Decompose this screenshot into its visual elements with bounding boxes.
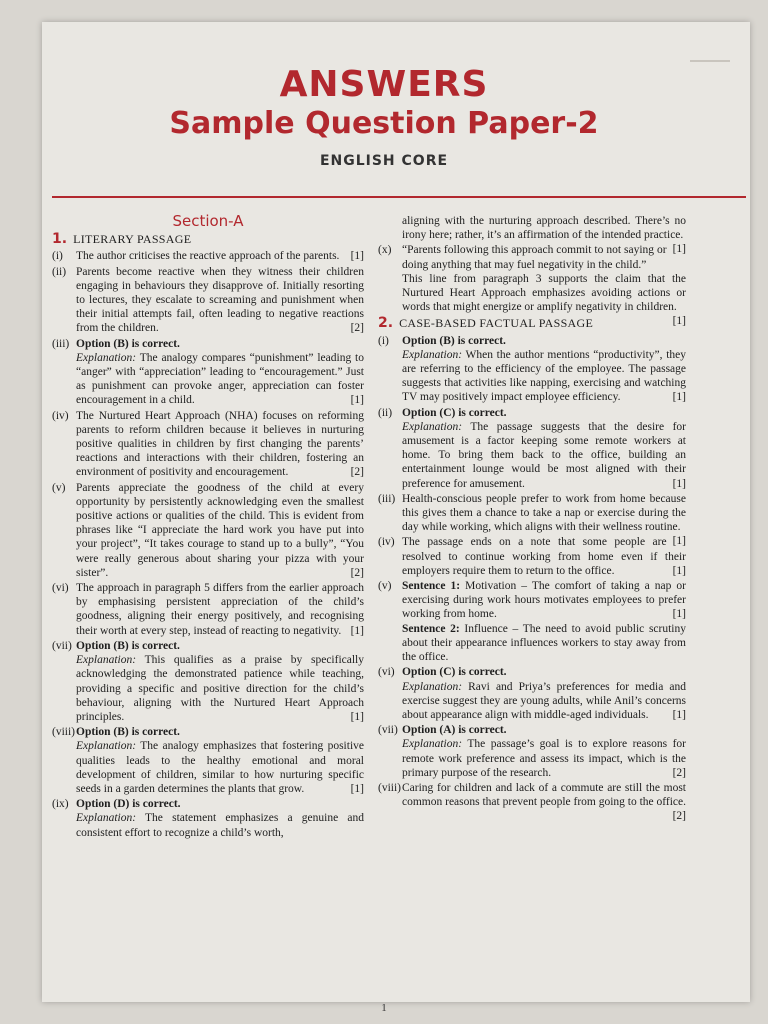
answer-item-2-v <box>378 579 686 664</box>
option-answer: Option (A) is correct. <box>402 724 507 737</box>
question-number: 2. <box>378 315 394 332</box>
marks: [2] <box>350 322 364 335</box>
marks: [2] <box>672 810 686 823</box>
answer-text: The approach in paragraph 5 differs from the earlier approach by emphasising persistent appreciation of the child’s goodness, aligning their energy positively, and recognising their worth at every step, instead of reacting to negativity. <box>76 582 364 637</box>
marks: [1] <box>350 710 364 723</box>
answer-item-2-ii <box>378 406 686 491</box>
marks: [1] <box>672 243 686 256</box>
explanation-text: The statement emphasizes a genuine and consistent effort to recognize a child’s worth, <box>76 812 364 839</box>
explanation-text: The passage’s goal is to explore reasons for remote work preference and assess its impact, which is the primary purpose of the research. <box>402 738 687 779</box>
option-answer: Option (C) is correct. <box>402 406 507 419</box>
answer-item-2-i <box>378 334 686 405</box>
answer-item-1-v <box>52 481 364 580</box>
answer-item-1-viii <box>52 725 364 796</box>
explanation-text: The passage suggests that the desire for amusement is a factor keeping some remote workers at home. To bring them back to the office, building an entertainment lounge would be most aligned with their preference for amusement. <box>402 420 687 490</box>
question-number: 1. <box>52 231 68 248</box>
section-title: Section-A <box>172 212 244 230</box>
answer-text: Parents appreciate the goodness of the child at every opportunity by persistently acknowledging even the smallest positive actions or qualities of the child. This is evident from phrases like “I appreciate the hard work you have put into your project”, “It takes courage to stand up to a bully”, “You were really generous about sharing your pizza with your sister”. <box>76 481 364 579</box>
explanation-label: Explanation: <box>402 420 463 433</box>
sentence-text: Influence – The need to avoid public scrutiny about their appearance influences workers to stay away from the office. <box>402 622 687 664</box>
answer-text: This line from paragraph 3 supports the claim that the Nurtured Heart Approach emphasizes avoiding actions or words that might energize or amplify negativity in children. <box>402 272 686 314</box>
item-label: (vii) <box>378 724 398 737</box>
title-divider <box>52 196 746 198</box>
answer-text: Parents become reactive when they witness their children engaging in behaviours they disapprove of. Initially resorting to lectures, they escalate to screaming and punishment when their initial attempts fail, often leading to negative reactions from the children. <box>76 265 364 335</box>
answer-item-1-i <box>52 249 364 263</box>
marks: [1] <box>672 564 686 577</box>
marks: [2] <box>350 466 364 479</box>
answer-item-2-viii <box>378 781 687 823</box>
right-column <box>378 214 686 824</box>
item-label: (v) <box>378 580 392 593</box>
question-heading-text: LITERARY PASSAGE <box>73 232 192 247</box>
answer-item-1-ix <box>52 797 364 840</box>
answer-item-1-iii <box>52 337 364 408</box>
explanation-text: This qualifies as a praise by specifically acknowledging the demonstrated patience while teaching, providing a specific and positive direction for the child’s behaviour, aligning with the Nurtured Heart Approach principles. <box>76 654 364 723</box>
left-column <box>52 214 364 841</box>
explanation-label: Explanation: <box>76 740 137 753</box>
marks: [1] <box>672 315 686 328</box>
answer-text: Caring for children and lack of a commute are still the most common reasons that prevent people from going to the office. <box>402 781 687 809</box>
answer-text: The passage ends on a note that some people are resolved to continue working from home even if their employers require them to return to the office. <box>402 536 686 577</box>
item-label: (i) <box>378 334 389 347</box>
answer-item-1-ix-continued <box>402 214 686 256</box>
question-heading-text: CASE-BASED FACTUAL PASSAGE <box>399 316 594 331</box>
explanation-text: The analogy emphasizes that fostering positive qualities leads to the healthy emotional and moral development of children, similar to how nurturing specific seeds in a garden determines the plants that grow. <box>76 740 364 795</box>
marks: [1] <box>672 391 686 404</box>
item-label: (vi) <box>378 666 395 679</box>
marks: [1] <box>672 477 686 490</box>
item-label: (iii) <box>378 492 396 505</box>
option-answer: Option (B) is correct. <box>76 639 180 652</box>
page-title: ANSWERS <box>279 64 489 105</box>
answer-item-2-iii <box>378 492 686 548</box>
marks: [1] <box>350 624 364 637</box>
subject-heading: ENGLISH CORE <box>319 153 449 169</box>
item-label: (viii) <box>378 781 401 794</box>
answer-text: The Nurtured Heart Approach (NHA) focuses on reforming parents to reform children because it believes in nurturing positive qualities in children by first changing the parents’ reactions and interactions with their children, fostering an environment of positivity and encouragement. <box>76 409 364 479</box>
question-1-heading <box>52 232 364 247</box>
item-label: (vi) <box>52 582 69 595</box>
answer-text: The author criticises the reactive approach of the parents. <box>76 250 340 263</box>
item-label: (ii) <box>52 265 67 278</box>
answer-item-1-ii <box>52 265 364 336</box>
explanation-label: Explanation: <box>402 680 463 693</box>
answer-item-1-vi <box>52 581 364 638</box>
item-label: (viii) <box>52 726 75 739</box>
marks: [2] <box>350 566 364 579</box>
item-label: (ii) <box>378 406 393 419</box>
page-subtitle: Sample Question Paper-2 <box>169 106 599 141</box>
answer-text: Health-conscious people prefer to work from home because this gives them a chance to take a nap or exercise during the day while working, which aligns with their wellness routine. <box>402 492 686 534</box>
item-label: (vii) <box>52 639 72 652</box>
item-label: (v) <box>52 481 66 494</box>
item-label: (iii) <box>52 337 70 350</box>
page-edge-mark <box>690 60 730 62</box>
marks: [1] <box>350 782 364 795</box>
explanation-label: Explanation: <box>76 351 137 364</box>
explanation-text: aligning with the nurturing approach described. There’s no irony here; rather, it’s an affirmation of the intended practice. <box>402 215 686 242</box>
explanation-label: Explanation: <box>76 654 137 667</box>
item-label: (iv) <box>52 409 69 422</box>
option-answer: Option (D) is correct. <box>76 798 181 811</box>
quoted-line: “Parents following this approach commit to not saying or doing anything that may fuel negativity in the child.” <box>402 244 667 271</box>
marks: [1] <box>672 708 686 721</box>
sentence-label: Sentence 1: <box>402 580 461 593</box>
marks: [2] <box>672 766 686 779</box>
item-label: (iv) <box>378 536 395 549</box>
option-answer: Option (B) is correct. <box>76 337 180 350</box>
item-label: (ix) <box>52 798 69 811</box>
option-answer: Option (B) is correct. <box>402 334 506 347</box>
marks: [1] <box>350 394 364 407</box>
answer-item-2-vii <box>378 723 686 780</box>
marks: [1] <box>350 250 364 263</box>
option-answer: Option (C) is correct. <box>402 666 507 679</box>
option-answer: Option (B) is correct. <box>76 726 180 739</box>
marks: [1] <box>672 608 686 621</box>
explanation-text: The analogy compares “punishment” leading to “anger” with “appreciation” leading to “encouragement.” Just as punishment can provoke anger, appreciation can foster encouragement in a child. <box>76 351 364 407</box>
marks: [1] <box>672 535 686 548</box>
explanation-label: Explanation: <box>76 812 137 825</box>
answer-item-1-iv <box>52 409 364 480</box>
item-label: (x) <box>378 244 392 257</box>
explanation-text: Ravi and Priya’s preferences for media and exercise suggest they are young adults, while Anil’s concerns about appearance align with middle-aged individuals. <box>402 680 687 721</box>
explanation-text: When the author mentions “productivity”, they are referring to the efficiency of the employee. The passage suggests that activities like napping, exercising and watching TV may positively impact employee efficiency. <box>402 348 686 404</box>
question-2-heading <box>378 316 686 331</box>
answer-item-2-vi <box>378 665 686 722</box>
answer-item-1-vii <box>52 639 364 724</box>
sentence-text: Motivation – The comfort of taking a nap or exercising during work hours motivates employees to prefer working from home. <box>402 580 687 621</box>
explanation-label: Explanation: <box>402 738 463 751</box>
answer-item-2-iv <box>378 535 686 578</box>
page-number: 1 <box>381 1002 387 1014</box>
item-label: (i) <box>52 250 63 263</box>
explanation-label: Explanation: <box>402 348 463 361</box>
sentence-label: Sentence 2: <box>402 622 460 635</box>
